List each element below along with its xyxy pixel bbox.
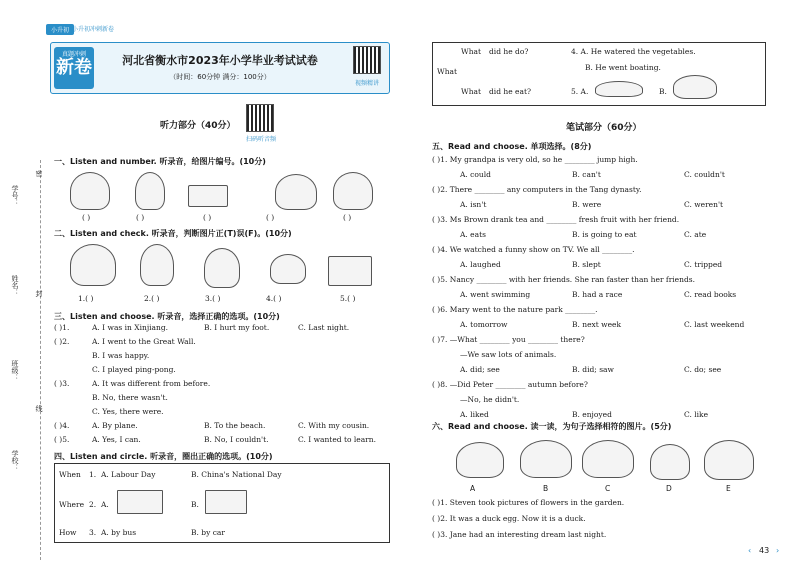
- question-row: [54, 435, 394, 449]
- label-name: 姓名：: [11, 275, 19, 296]
- row-number: 2.: [89, 500, 97, 509]
- audio-qr-icon[interactable]: [246, 104, 274, 132]
- option-b[interactable]: B. To the beach.: [204, 421, 266, 430]
- binding-line: [40, 160, 41, 560]
- option-a[interactable]: A. isn't: [460, 200, 487, 209]
- option-a[interactable]: A. did; see: [460, 365, 500, 374]
- kids-picture: [333, 172, 373, 210]
- label-school: 学校：: [11, 450, 19, 471]
- option-c[interactable]: C. ate: [684, 230, 707, 239]
- dream-picture: [582, 440, 634, 478]
- row-key: Where: [59, 500, 85, 509]
- option-c[interactable]: C. I played ping-pong.: [92, 365, 176, 374]
- section-3-title: 三、Listen and choose. 听录音，选择正确的选项。(10分): [54, 312, 280, 321]
- boy-drawing-picture: [135, 172, 165, 210]
- row-number: 3.: [89, 528, 97, 537]
- question-row: [54, 351, 394, 365]
- picture-label: B: [543, 484, 549, 493]
- s1-blank[interactable]: ( ): [266, 213, 275, 222]
- boy-falling-picture: [270, 254, 306, 284]
- section-4-title: 四、Listen and circle. 听录音，圈出正确的选项。(10分): [54, 452, 273, 461]
- question-row: [54, 379, 394, 393]
- option-b[interactable]: B.: [659, 87, 667, 96]
- option-a[interactable]: A.: [101, 500, 109, 509]
- option-b[interactable]: B. He went boating.: [585, 63, 661, 72]
- question-text: did he eat?: [489, 87, 531, 96]
- option-a[interactable]: A. Labour Day: [101, 470, 156, 479]
- series-tag: 小升初: [46, 24, 74, 35]
- option-b[interactable]: B. No, I couldn't.: [204, 435, 269, 444]
- option-b[interactable]: B. China's National Day: [191, 470, 282, 479]
- prev-page-icon[interactable]: ‹: [748, 546, 752, 555]
- option-a[interactable]: A. It was different from before.: [92, 379, 211, 388]
- option-a[interactable]: A. went swimming: [460, 290, 531, 299]
- option-a[interactable]: A. by bus: [101, 528, 137, 537]
- option-c[interactable]: C. like: [684, 410, 709, 419]
- question-text: ( )3. Ms Brown drank tea and ________ fresh fruit with her friend.: [432, 215, 680, 224]
- page-number: 43: [759, 546, 770, 555]
- logo-top-text: 真题冲刺: [61, 51, 86, 58]
- option-b[interactable]: B. I hurt my foot.: [204, 323, 270, 332]
- section-1-title: 一、Listen and number. 听录音，给图片编号。(10分): [54, 157, 266, 166]
- written-title: 笔试部分（60分）: [566, 123, 642, 133]
- boy-writing-picture: [140, 244, 174, 286]
- option-b[interactable]: B. enjoyed: [572, 410, 612, 419]
- answer-line: —No, he didn't.: [460, 395, 520, 404]
- what-label: What: [461, 87, 482, 96]
- camera-flowers-picture: [704, 440, 754, 480]
- option-b[interactable]: B. did; saw: [572, 365, 614, 374]
- kids-picture: [650, 444, 690, 480]
- question-number: ( )2.: [54, 337, 70, 346]
- camping-picture: [70, 244, 116, 286]
- s2-blank[interactable]: 4.( ): [266, 294, 282, 303]
- section-5-questions: [432, 155, 772, 425]
- section-4-table: [54, 463, 390, 543]
- option-a[interactable]: A. Yes, I can.: [92, 435, 141, 444]
- skiing-picture: [204, 248, 240, 288]
- picture-label: C: [605, 484, 611, 493]
- row-key: When: [59, 470, 81, 479]
- s6-question[interactable]: ( )1. Steven took pictures of flowers in the garden.: [432, 498, 625, 507]
- section-3-questions: [54, 323, 394, 449]
- question-number: ( )4.: [54, 421, 70, 430]
- listening-box-continued: [432, 42, 766, 106]
- option-b[interactable]: B. by car: [191, 528, 225, 537]
- s1-blank[interactable]: ( ): [343, 213, 352, 222]
- option-a[interactable]: A. laughed: [460, 260, 501, 269]
- option-a[interactable]: A. could: [460, 170, 491, 179]
- question-row: [54, 393, 394, 407]
- label-class: 班级：: [11, 360, 19, 381]
- burger-picture[interactable]: [673, 75, 717, 99]
- option-c[interactable]: C. Last night.: [298, 323, 350, 332]
- option-c[interactable]: C. couldn't: [684, 170, 725, 179]
- question-row: [54, 407, 394, 421]
- option-a[interactable]: A. tomorrow: [460, 320, 508, 329]
- what-label: What: [461, 47, 482, 56]
- option-c[interactable]: C. I wanted to learn.: [298, 435, 376, 444]
- section-2-title: 二、Listen and check. 听录音，判断图片正(T)误(F)。(10分): [54, 229, 292, 238]
- next-page-icon[interactable]: ›: [776, 546, 780, 555]
- exam-title: 河北省衡水市2023年小学毕业考试试卷: [122, 54, 318, 67]
- option-c[interactable]: C. do; see: [684, 365, 722, 374]
- picture-label: E: [726, 484, 731, 493]
- seal-mark: 封: [35, 290, 43, 297]
- picture-label: D: [666, 484, 672, 493]
- label-student-no: 学号：: [11, 185, 19, 206]
- option-a[interactable]: A. I went to the Great Wall.: [92, 337, 196, 346]
- section-5-title: 五、Read and choose. 单项选择。(8分): [432, 142, 592, 151]
- option-b[interactable]: B. No, there wasn't.: [92, 393, 168, 402]
- option-a[interactable]: A. I was in Xinjiang.: [92, 323, 169, 332]
- question-row: [54, 421, 394, 435]
- s2-blank[interactable]: 2.( ): [144, 294, 160, 303]
- listening-title: 听力部分（40分）: [160, 121, 236, 131]
- s1-blank[interactable]: ( ): [136, 213, 145, 222]
- question-text: ( )2. There ________ any computers in the Tang dynasty.: [432, 185, 642, 194]
- option-c[interactable]: C. With my cousin.: [298, 421, 370, 430]
- option-c[interactable]: C. Yes, there were.: [92, 407, 164, 416]
- city-buildings-picture[interactable]: [117, 490, 163, 514]
- question-text: ( )6. Mary went to the nature park ________.: [432, 305, 598, 314]
- question-text: ( )5. Nancy ________ with her friends. She ran faster than her friends.: [432, 275, 695, 284]
- option-b[interactable]: B. slept: [572, 260, 601, 269]
- logo-big-text: 新卷: [56, 57, 92, 78]
- question-text: ( )8. —Did Peter ________ autumn before?: [432, 380, 588, 389]
- option-b[interactable]: B.: [191, 500, 199, 509]
- exam-subtitle: （时间：60分钟 满分：100分）: [169, 73, 271, 81]
- option-b[interactable]: B. next week: [572, 320, 622, 329]
- option-c[interactable]: C. last weekend: [684, 320, 745, 329]
- audio-qr-caption: 扫码听音频: [245, 136, 276, 143]
- option-a[interactable]: 5. A.: [571, 87, 589, 96]
- question-row: [54, 337, 394, 351]
- option-c[interactable]: C. read books: [684, 290, 737, 299]
- answer-line: —We saw lots of animals.: [460, 350, 557, 359]
- question-text: ( )7. —What ________ you ________ there?: [432, 335, 585, 344]
- exam-banner: [50, 42, 390, 94]
- boat-picture: [520, 440, 572, 478]
- what-label: What: [437, 67, 458, 76]
- fish-picture[interactable]: [595, 81, 643, 97]
- option-b[interactable]: B. is going to eat: [572, 230, 637, 239]
- s2-blank[interactable]: 5.( ): [340, 294, 356, 303]
- question-text: ( )1. My grandpa is very old, so he ________ jump high.: [432, 155, 638, 164]
- s6-question[interactable]: ( )2. It was a duck egg. Now it is a duck.: [432, 514, 586, 523]
- chairs-picture: [328, 256, 372, 286]
- section-6-title: 六、Read and choose. 读一读，为句子选择相符的图片。(5分): [432, 422, 672, 431]
- question-text: ( )4. We watched a funny show on TV. We all ________.: [432, 245, 635, 254]
- s2-blank[interactable]: 1.( ): [78, 294, 94, 303]
- series-title: 小升初冲刺新卷: [72, 26, 115, 33]
- s1-blank[interactable]: ( ): [203, 213, 212, 222]
- seal-mark: 线: [35, 405, 43, 412]
- qr-caption: 视频精讲: [354, 80, 379, 87]
- option-a[interactable]: A. liked: [460, 410, 489, 419]
- row-key: How: [59, 528, 77, 537]
- picture-label: A: [470, 484, 476, 493]
- row-number: 1.: [89, 470, 97, 479]
- question-number: ( )3.: [54, 379, 70, 388]
- horse-rider-picture: [70, 172, 110, 210]
- option-a[interactable]: 4. A. He watered the vegetables.: [571, 47, 696, 56]
- village-picture[interactable]: [205, 490, 247, 514]
- question-text: did he do?: [489, 47, 529, 56]
- s1-blank[interactable]: ( ): [82, 213, 91, 222]
- building-picture: [188, 185, 228, 207]
- option-a[interactable]: A. By plane.: [92, 421, 138, 430]
- option-a[interactable]: A. eats: [460, 230, 486, 239]
- s2-blank[interactable]: 3.( ): [205, 294, 221, 303]
- question-row: [54, 323, 394, 337]
- s6-question[interactable]: ( )3. Jane had an interesting dream last night.: [432, 530, 607, 539]
- question-number: ( )1.: [54, 323, 70, 332]
- option-b[interactable]: B. had a race: [572, 290, 623, 299]
- seal-mark: 密: [35, 170, 43, 177]
- logo-badge: [54, 47, 94, 89]
- qr-code-icon[interactable]: [353, 46, 381, 74]
- option-c[interactable]: C. weren't: [684, 200, 724, 209]
- option-b[interactable]: B. can't: [572, 170, 601, 179]
- option-b[interactable]: B. were: [572, 200, 602, 209]
- option-c[interactable]: C. tripped: [684, 260, 723, 269]
- question-row: [54, 365, 394, 379]
- egg-duck-picture: [456, 442, 504, 478]
- tree-picture: [275, 174, 317, 210]
- option-b[interactable]: B. I was happy.: [92, 351, 150, 360]
- question-number: ( )5.: [54, 435, 70, 444]
